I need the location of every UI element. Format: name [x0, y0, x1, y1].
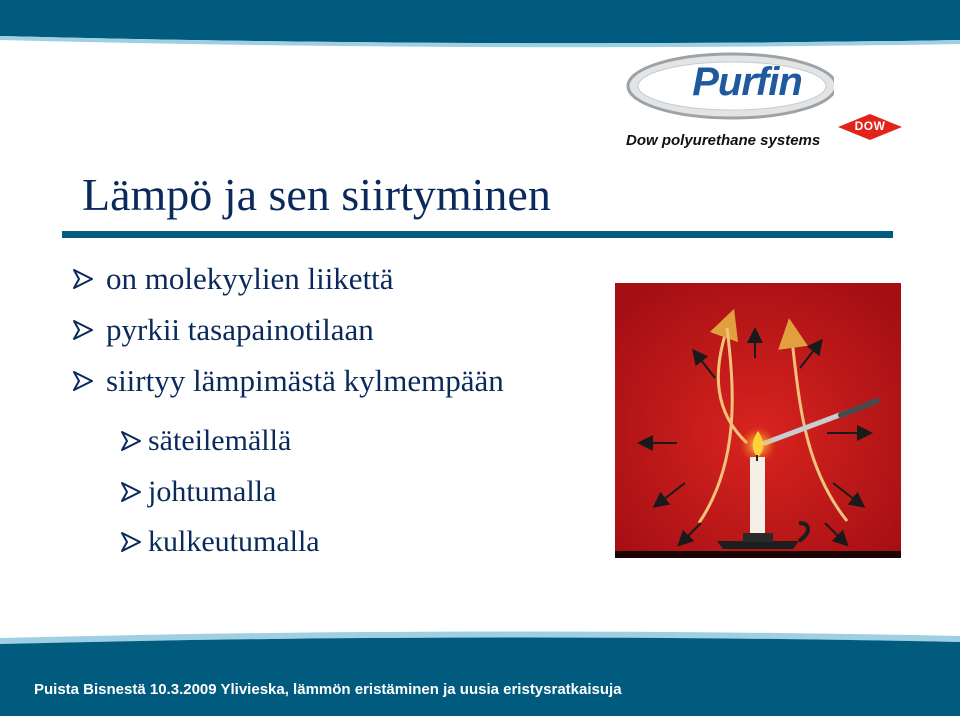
footer-text: Puista Bisnestä 10.3.2009 Ylivieska, lämmön eristäminen ja uusia eristysratkaisuja: [34, 681, 622, 698]
arrow-bullet-icon: [120, 531, 142, 553]
bullet-text: pyrkii tasapainotilaan: [106, 312, 374, 347]
candle-holder: [717, 541, 799, 549]
candle: [750, 457, 765, 535]
sub-bullet-item: [120, 525, 320, 559]
title-divider: [62, 231, 893, 238]
logo-area: [624, 52, 924, 152]
arrow-bullet-icon: [72, 268, 94, 290]
arrow-bullet-icon: [72, 370, 94, 392]
logo-tagline: Dow polyurethane systems: [626, 132, 821, 149]
bullet-item: [72, 363, 504, 399]
sub-bullet-text: säteilemällä: [148, 424, 292, 457]
header-banner: [0, 0, 960, 52]
bullet-text: on molekyylien liikettä: [106, 261, 394, 296]
purfin-logo-text: Purfin: [692, 60, 802, 104]
arrow-bullet-icon: [120, 481, 142, 503]
arrow-bullet-icon: [72, 319, 94, 341]
dow-logo-text: DOW: [854, 119, 886, 133]
bullet-text: siirtyy lämpimästä kylmempään: [106, 363, 504, 398]
sub-bullet-item: [120, 475, 276, 509]
arrow-bullet-icon: [120, 430, 142, 452]
bullet-item: [72, 261, 394, 297]
bullet-item: [72, 312, 374, 348]
slide-title: Lämpö ja sen siirtyminen: [82, 169, 551, 220]
sub-bullet-text: johtumalla: [148, 475, 277, 508]
candle-heat-illustration: [615, 283, 901, 558]
footer-bar: [0, 624, 960, 716]
sub-bullet-text: kulkeutumalla: [148, 525, 320, 558]
sub-bullet-item: [120, 424, 291, 458]
